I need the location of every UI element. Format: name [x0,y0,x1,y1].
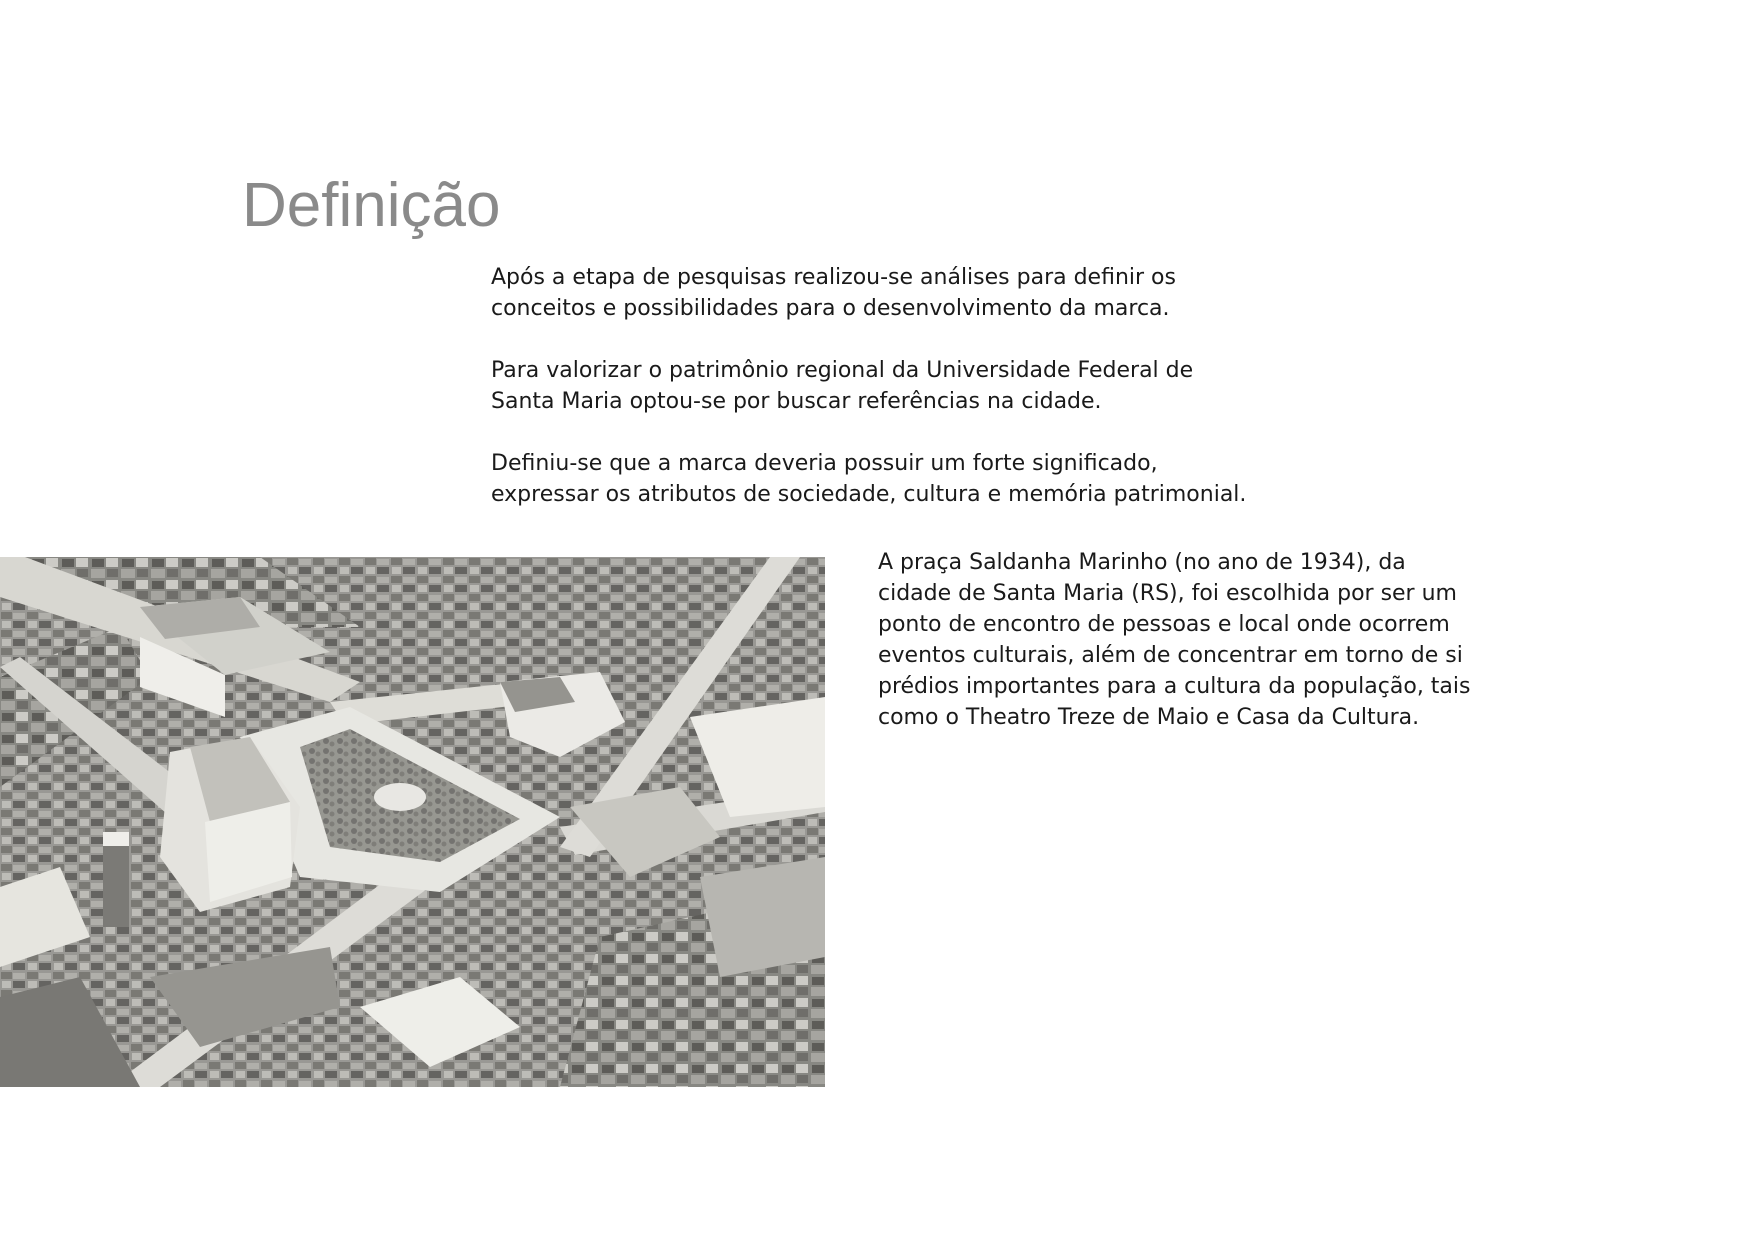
photo-caption [878,547,1478,733]
intro-paragraph-3 [491,448,1251,510]
page-title: Definição [242,171,501,240]
intro-paragraph-3-line-2: expressar os atributos de sociedade, cultura e memória patrimonial. [491,482,1247,507]
intro-paragraph-1-line-1: Após a etapa de pesquisas realizou-se análises para definir os [491,265,1176,290]
caption-line-2: cidade de Santa Maria (RS), foi escolhida por ser um [878,581,1457,606]
intro-paragraph-2-line-1: Para valorizar o patrimônio regional da Universidade Federal de [491,358,1194,383]
intro-paragraph-3-line-1: Definiu-se que a marca deveria possuir um forte significado, [491,451,1158,476]
caption-line-4: eventos culturais, além de concentrar em torno de si [878,643,1463,668]
intro-paragraph-2 [491,355,1251,417]
intro-paragraph-2-line-2: Santa Maria optou-se por buscar referências na cidade. [491,389,1102,414]
caption-line-1: A praça Saldanha Marinho (no ano de 1934), da [878,550,1406,575]
intro-paragraph-1 [491,262,1251,324]
caption-paragraph [878,547,1478,733]
intro-text [491,262,1251,541]
intro-paragraph-1-line-2: conceitos e possibilidades para o desenvolvimento da marca. [491,296,1170,321]
caption-line-5: prédios importantes para a cultura da população, tais [878,674,1471,699]
caption-line-3: ponto de encontro de pessoas e local onde ocorrem [878,612,1450,637]
aerial-photo-praca-saldanha-marinho [0,557,825,1087]
caption-line-6: como o Theatro Treze de Maio e Casa da Cultura. [878,705,1420,730]
aerial-photo-illustration [0,557,825,1087]
